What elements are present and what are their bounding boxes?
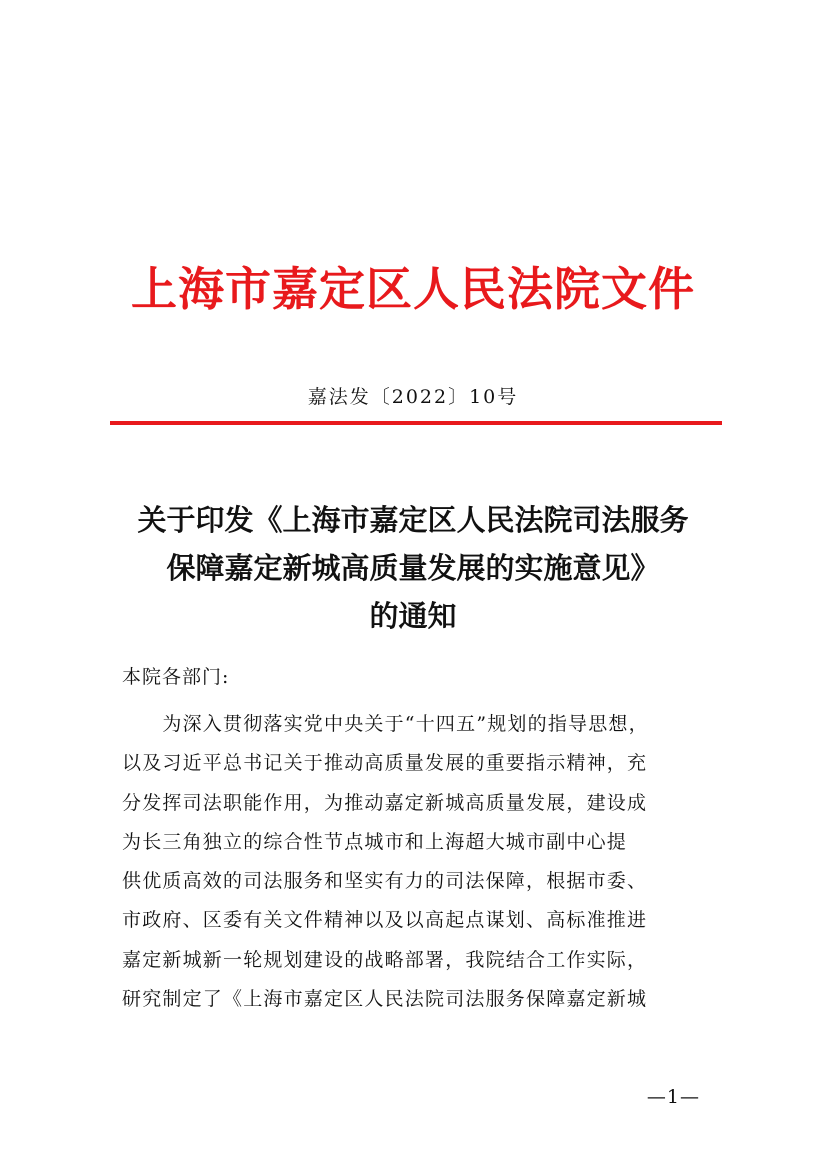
notice-title-line-3: 的通知 [369, 599, 457, 633]
document-number: 嘉法发〔2022〕10号 [307, 386, 519, 408]
red-separator-line [110, 421, 722, 425]
body-line: 为长三角独立的综合性节点城市和上海超大城市副中心提 [122, 830, 628, 853]
body-line: 研究制定了《上海市嘉定区人民法院司法服务保障嘉定新城 [122, 988, 648, 1011]
body-line: 市政府、区委有关文件精神以及以高起点谋划、高标准推进 [122, 909, 648, 932]
page-number: —1— [646, 1086, 700, 1108]
body-line: 嘉定新城新一轮规划建设的战略部署，我院结合工作实际， [122, 948, 648, 971]
notice-title-line-1: 关于印发《上海市嘉定区人民法院司法服务 [137, 503, 689, 537]
body-paragraph [122, 705, 712, 1019]
notice-title-line-2: 保障嘉定新城高质量发展的实施意见》 [166, 551, 660, 585]
body-line: 分发挥司法职能作用，为推动嘉定新城高质量发展，建设成 [122, 791, 648, 814]
body-line: 供优质高效的司法服务和坚实有力的司法保障，根据市委、 [122, 870, 648, 893]
salutation: 本院各部门: [122, 666, 230, 688]
body-line: 为深入贯彻落实党中央关于“十四五”规划的指导思想， [122, 713, 649, 735]
notice-title [100, 496, 726, 640]
body-line: 以及习近平总书记关于推动高质量发展的重要指示精神，充 [122, 752, 648, 775]
organization-header-title: 上海市嘉定区人民法院文件 [131, 262, 695, 316]
